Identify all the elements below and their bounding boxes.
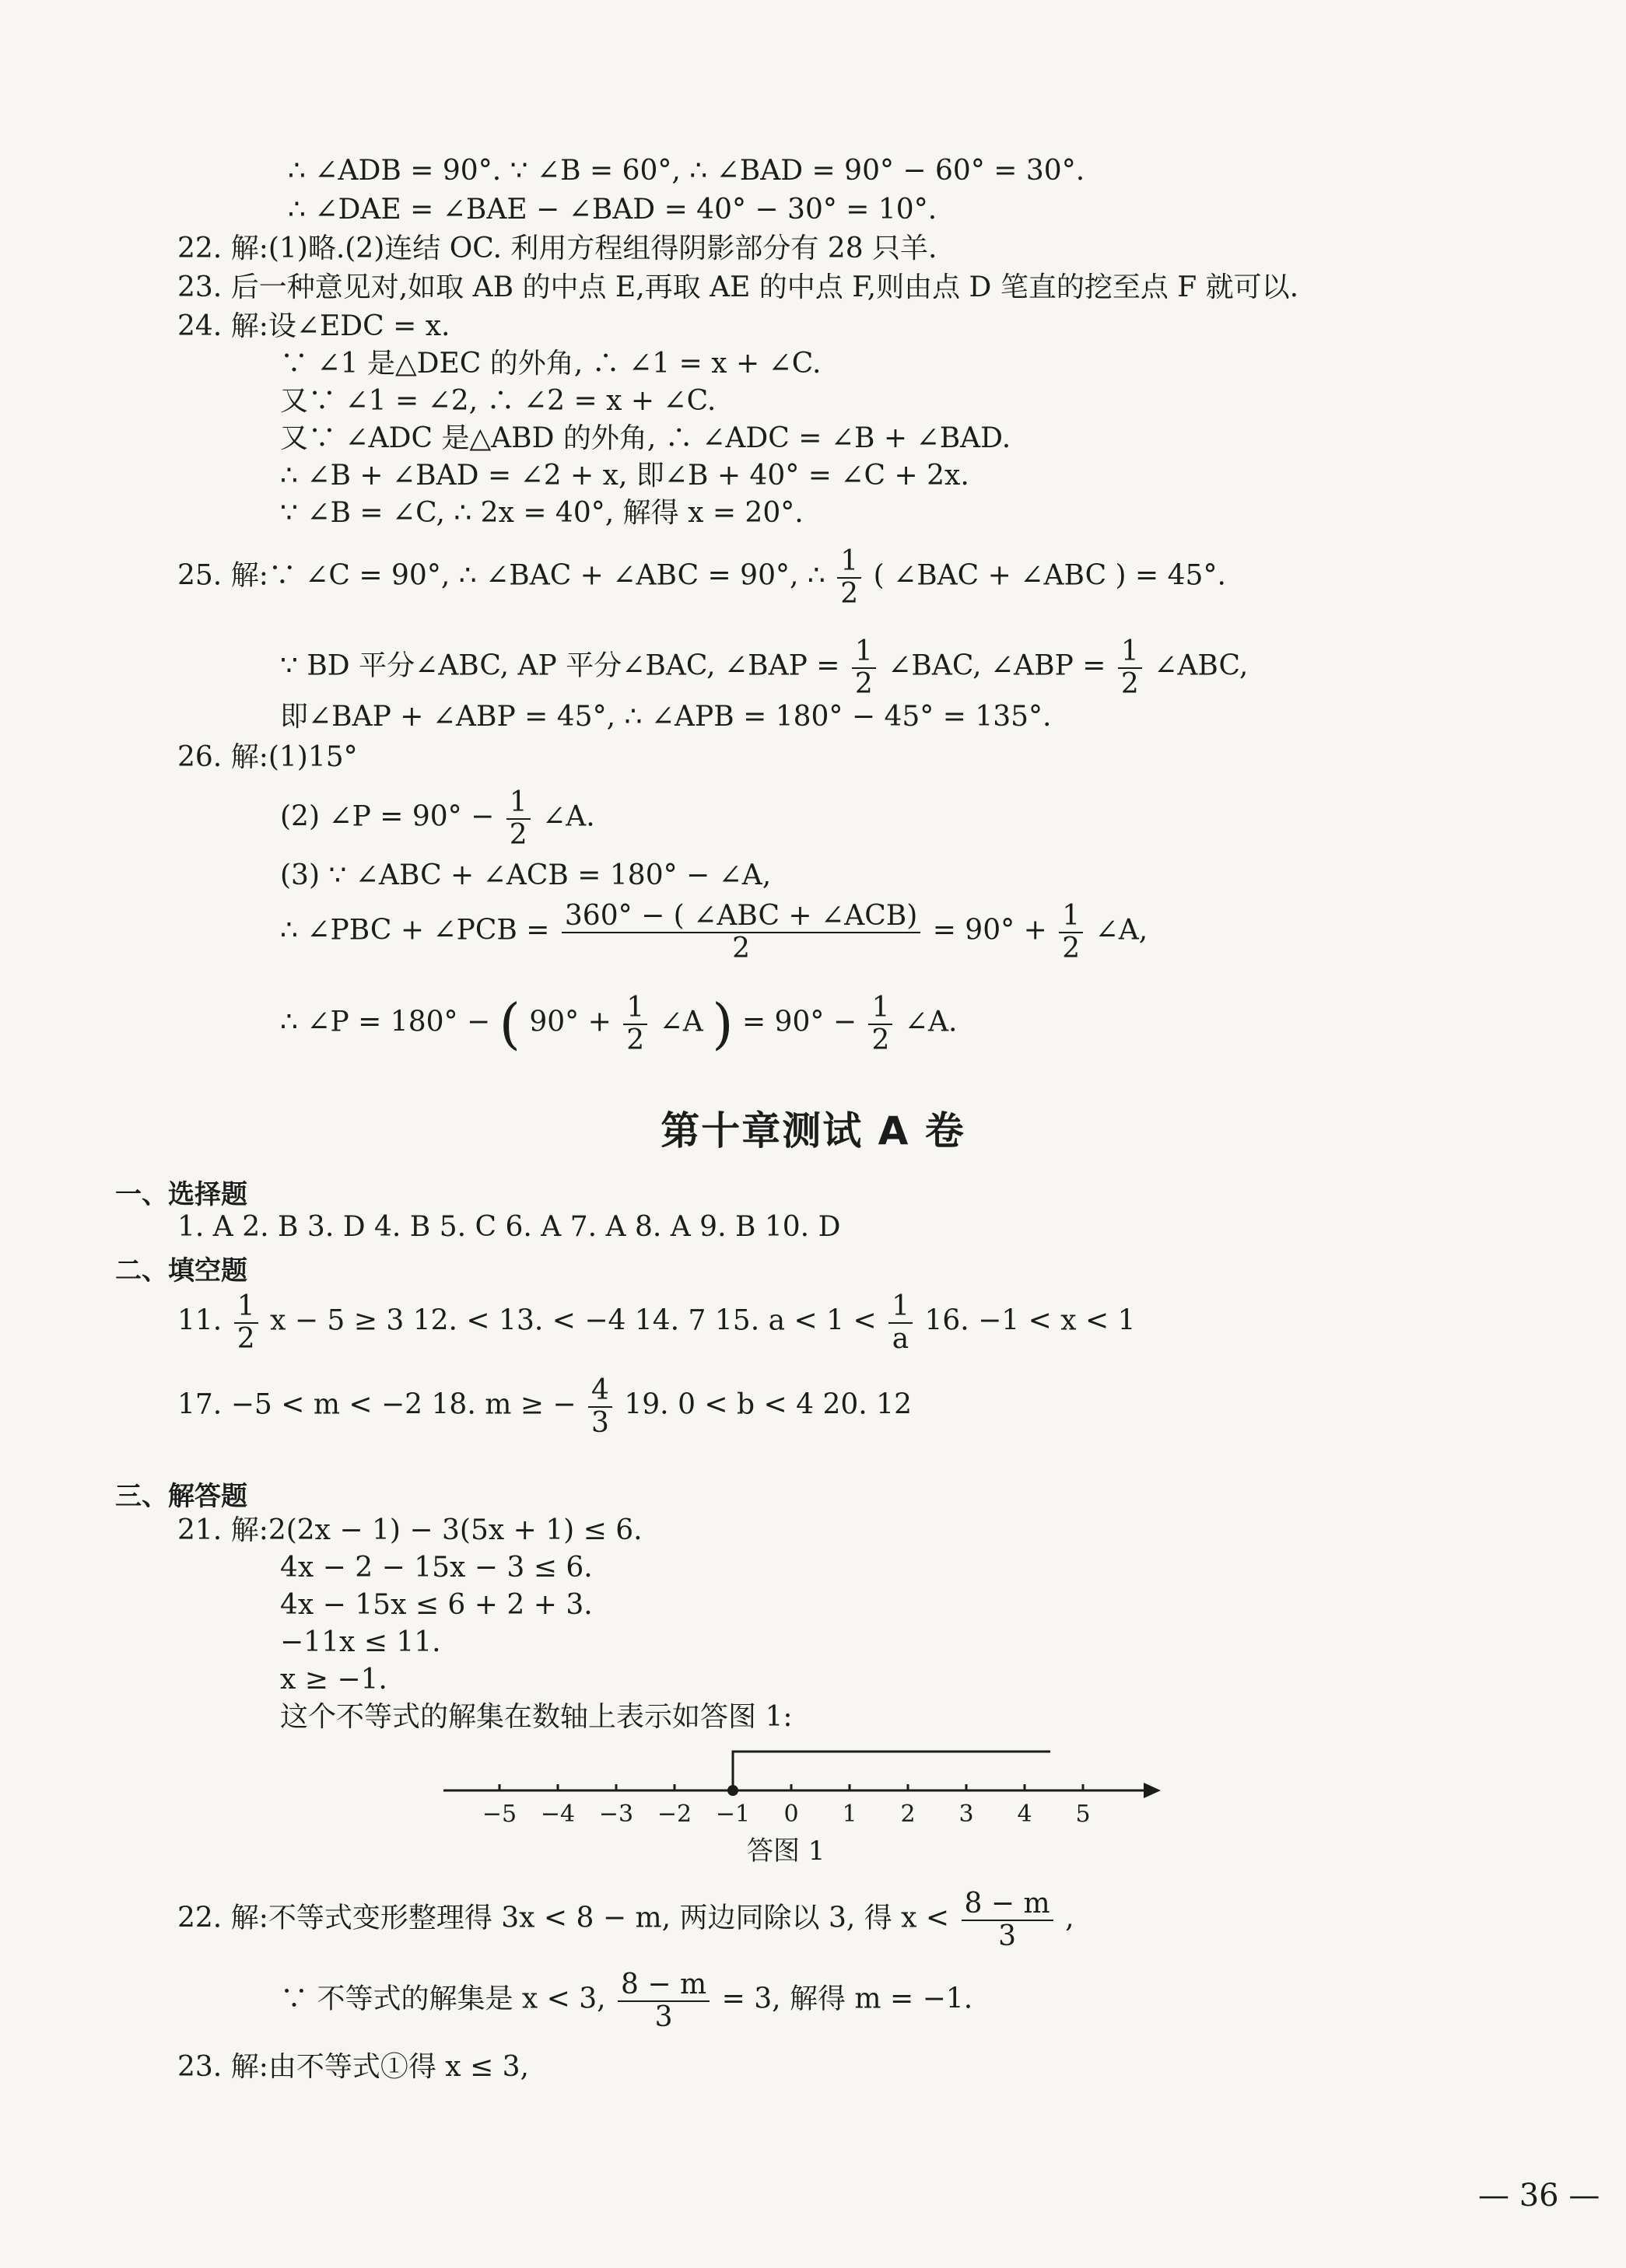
section-choice-heading: 一、选择题 — [115, 1179, 247, 1210]
fill-q11-label: 11. — [177, 1304, 223, 1337]
q21-line5: x ≥ −1. — [280, 1664, 387, 1696]
q25-line1-tail: ( ∠BAC + ∠ABC ) = 45°. — [873, 559, 1226, 592]
fraction-8-minus-m-over-3: $\frac{8 - m}{3}$ — [962, 1888, 1053, 1951]
q22-line1-text: 22. 解:不等式变形整理得 3x < 8 − m, 两边同除以 3, 得 x < — [177, 1902, 950, 1934]
fraction-half: $\frac{1}{2}$ — [868, 992, 892, 1055]
fraction-half: $\frac{1}{2}$ — [1118, 636, 1142, 699]
q26-line2-text: (2) ∠P = 90° − — [280, 800, 495, 833]
axis-tick-label: −2 — [657, 1801, 692, 1828]
q26-line2-tail: ∠A. — [542, 800, 595, 833]
fraction-half: $\frac{1}{2}$ — [623, 992, 647, 1055]
q24-line3: 又∵ ∠1 = ∠2, ∴ ∠2 = x + ∠C. — [280, 385, 717, 417]
axis-arrow-icon — [1144, 1783, 1161, 1798]
q24-line6: ∵ ∠B = ∠C, ∴ 2x = 40°, 解得 x = 20°. — [280, 497, 804, 529]
page-number: — 36 — — [1478, 2178, 1600, 2214]
axis-tick-label: 5 — [1075, 1801, 1091, 1828]
q22-line2-tail: = 3, 解得 m = −1. — [721, 1983, 973, 2015]
q21-line4: −11x ≤ 11. — [280, 1626, 441, 1658]
chapter-test-title: 第十章测试 A 卷 — [661, 1108, 965, 1153]
q26-line5-tail: ∠A. — [904, 1006, 958, 1038]
q26-line5-inner: 90° + — [529, 1006, 612, 1038]
q24-line2: ∵ ∠1 是△DEC 的外角, ∴ ∠1 = x + ∠C. — [280, 348, 822, 380]
q21-line1: 21. 解:2(2x − 1) − 3(5x + 1) ≤ 6. — [177, 1514, 643, 1546]
q25-line1-text: 25. 解:∵ ∠C = 90°, ∴ ∠BAC + ∠ABC = 90°, ∴ — [177, 559, 825, 592]
q21-line2: 4x − 2 − 15x − 3 ≤ 6. — [280, 1552, 593, 1584]
q26-line5-inner-tail: ∠A — [659, 1006, 703, 1038]
axis-tick-label: −3 — [598, 1801, 634, 1828]
axis-tick-label: 2 — [900, 1801, 916, 1828]
solution-ray — [733, 1752, 1050, 1790]
fill-answers-line2 — [177, 1375, 912, 1438]
figure-caption: 答图 1 — [747, 1836, 825, 1867]
q21-line6: 这个不等式的解集在数轴上表示如答图 1: — [280, 1701, 793, 1733]
axis-tick-label: 1 — [842, 1801, 857, 1828]
axis-tick-label: −1 — [715, 1801, 751, 1828]
line-dae: ∴ ∠DAE = ∠BAE − ∠BAD = 40° − 30° = 10°. — [288, 194, 937, 226]
fill-line2-text: 17. −5 < m < −2 18. m ≥ − — [177, 1388, 576, 1421]
fraction-one-over-a: $\frac{1}{a}$ — [888, 1291, 913, 1354]
q23-answer: 23. 后一种意见对,如取 AB 的中点 E,再取 AE 的中点 F,则由点 D 笔直的挖至点 F 就可以. — [177, 271, 1299, 303]
q22-line1 — [177, 1888, 1074, 1951]
q25-line2-mid: ∠BAC, ∠ABP = — [888, 649, 1106, 682]
fraction-half: $\frac{1}{2}$ — [234, 1291, 258, 1354]
fraction-half: $\frac{1}{2}$ — [837, 546, 861, 609]
axis-tick-label: 3 — [958, 1801, 974, 1828]
fraction-half: $\frac{1}{2}$ — [852, 636, 876, 699]
q26-line5-mid: = 90° − — [741, 1006, 857, 1038]
section-fill-heading: 二、填空题 — [115, 1255, 247, 1286]
q26-line5-text: ∴ ∠P = 180° − — [280, 1006, 491, 1038]
choice-answers: 1. A 2. B 3. D 4. B 5. C 6. A 7. A 8. A 9. B 10. D — [177, 1211, 841, 1243]
axis-tick-label: −5 — [482, 1801, 517, 1828]
q26-line2 — [280, 787, 595, 850]
q26-line1: 26. 解:(1)15° — [177, 741, 358, 773]
fill-answers-line1 — [177, 1291, 1136, 1354]
fraction-half: $\frac{1}{2}$ — [1059, 901, 1083, 964]
q26-line3: (3) ∵ ∠ABC + ∠ACB = 180° − ∠A, — [280, 859, 772, 891]
q25-line2-text: ∵ BD 平分∠ABC, AP 平分∠BAC, ∠BAP = — [280, 649, 840, 682]
q25-line2-tail: ∠ABC, — [1154, 649, 1249, 682]
q24-line4: 又∵ ∠ADC 是△ABD 的外角, ∴ ∠ADC = ∠B + ∠BAD. — [280, 422, 1011, 454]
fraction-8-minus-m-over-3: $\frac{8 - m}{3}$ — [618, 1969, 710, 2032]
axis-tick-label: 0 — [783, 1801, 799, 1828]
fraction-big: $\frac{\text{360° − ( ∠ABC + ∠ACB)}}{2}$ — [562, 901, 920, 964]
left-paren: ( — [499, 992, 520, 1056]
axis-tick-label: −4 — [540, 1801, 576, 1828]
q25-line3: 即∠BAP + ∠ABP = 45°, ∴ ∠APB = 180° − 45° = 135°. — [280, 701, 1052, 733]
q22-line1-comma: , — [1065, 1902, 1074, 1934]
q25-line1 — [177, 546, 1226, 609]
q26-line4-text: ∴ ∠PBC + ∠PCB = — [280, 914, 550, 947]
fraction-half: $\frac{1}{2}$ — [506, 787, 531, 850]
axis-tick-label: 4 — [1017, 1801, 1032, 1828]
q26-line4 — [280, 901, 1148, 964]
q24-line5: ∴ ∠B + ∠BAD = ∠2 + x, 即∠B + 40° = ∠C + 2x. — [280, 460, 969, 492]
q22-answer: 22. 解:(1)略.(2)连结 OC. 利用方程组得阴影部分有 28 只羊. — [177, 233, 937, 264]
q24-line1: 24. 解:设∠EDC = x. — [177, 310, 450, 342]
fill-line1-tail: 16. −1 < x < 1 — [924, 1304, 1136, 1337]
q22-line2 — [280, 1969, 972, 2032]
q26-line5 — [280, 992, 957, 1055]
q22-line2-text: ∵ 不等式的解集是 x < 3, — [280, 1983, 606, 2015]
q23-line1: 23. 解:由不等式①得 x ≤ 3, — [177, 2051, 529, 2083]
q26-line4-mid: = 90° + — [932, 914, 1047, 947]
section-solve-heading: 三、解答题 — [115, 1481, 247, 1512]
number-line-figure — [436, 1727, 1183, 1836]
q21-line3: 4x − 15x ≤ 6 + 2 + 3. — [280, 1589, 593, 1621]
q25-line2 — [280, 636, 1248, 699]
right-paren: ) — [712, 992, 734, 1056]
fill-line1-text: x − 5 ≥ 3 12. < 13. < −4 14. 7 15. a < 1 < — [270, 1304, 877, 1337]
fill-line2-tail: 19. 0 < b < 4 20. 12 — [624, 1388, 912, 1421]
q26-line4-tail: ∠A, — [1095, 914, 1148, 947]
line-adb: ∴ ∠ADB = 90°. ∵ ∠B = 60°, ∴ ∠BAD = 90° − 60° = 30°. — [288, 155, 1085, 187]
fraction-four-thirds: $\frac{4}{3}$ — [588, 1375, 612, 1438]
